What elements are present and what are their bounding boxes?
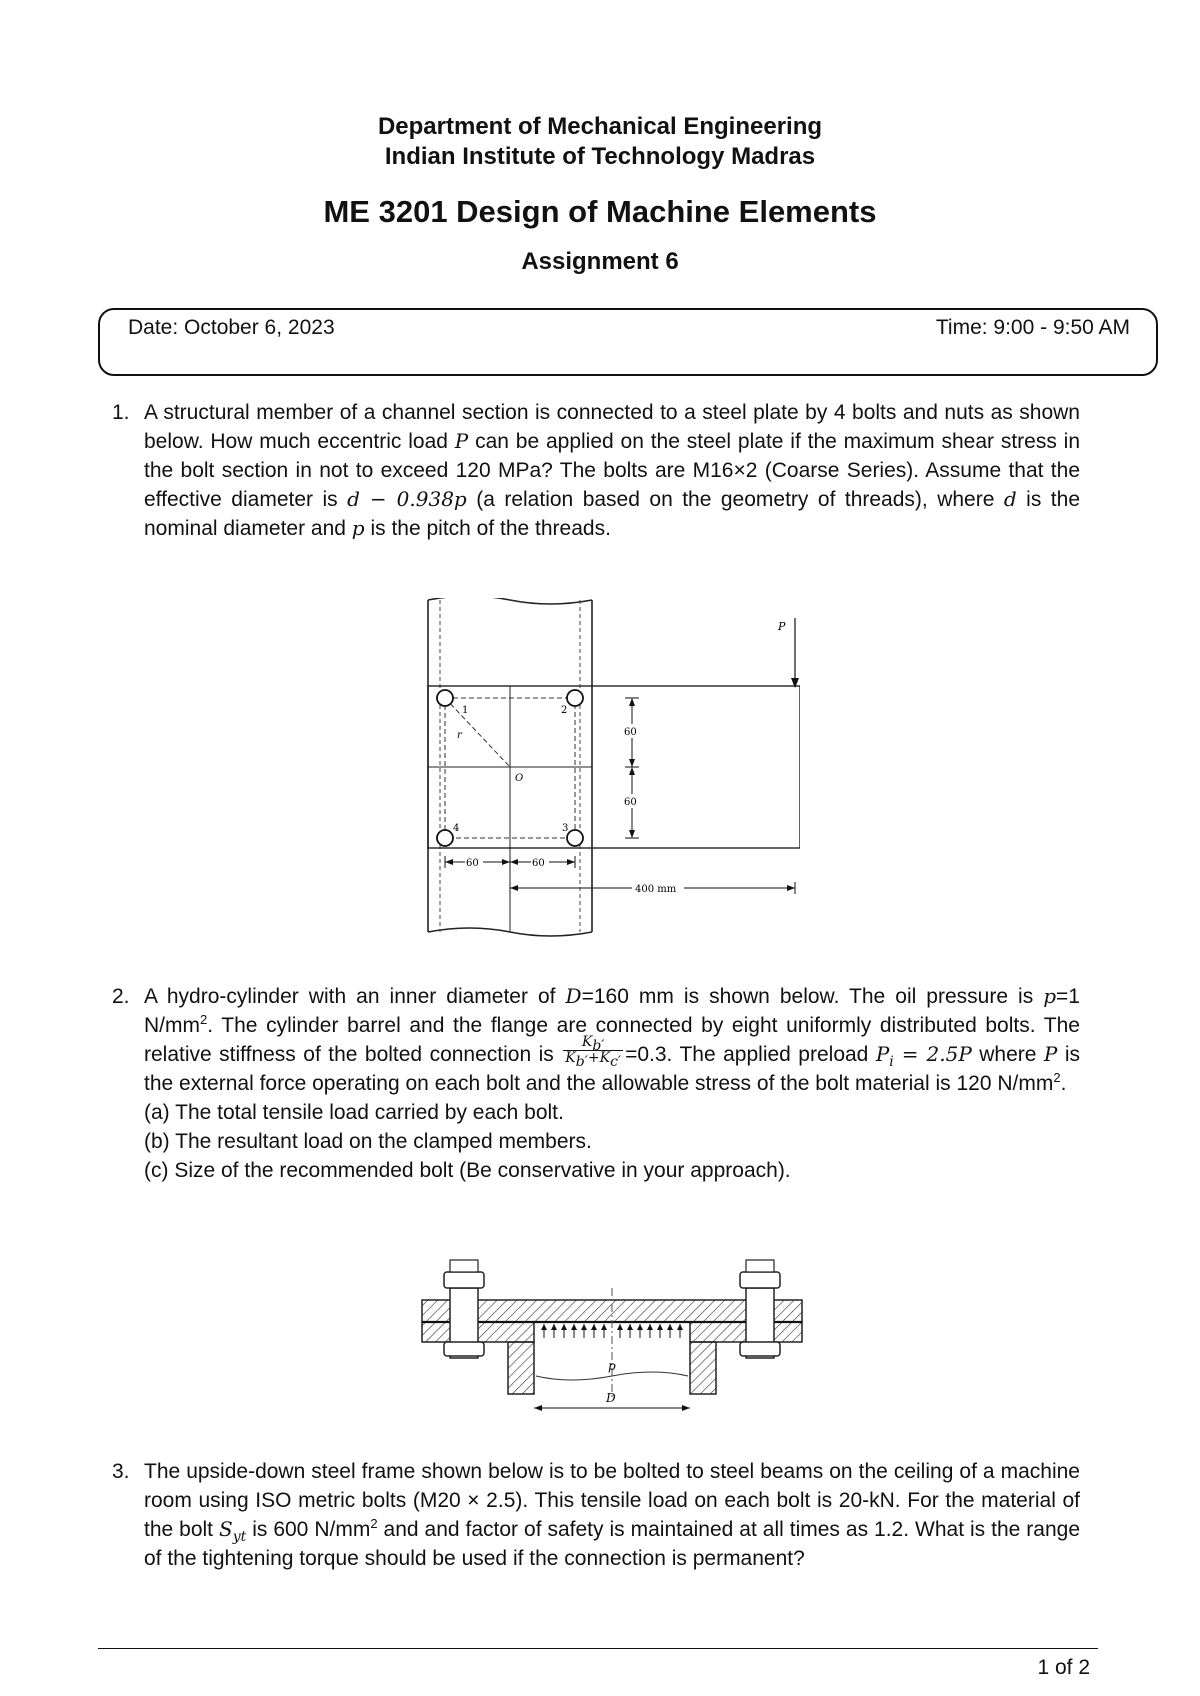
dimension-arrow bbox=[510, 885, 518, 891]
text-run: where bbox=[971, 1043, 1044, 1066]
text-run: =160 mm is shown below. The oil pressure is bbox=[581, 985, 1044, 1008]
dimension-label: 60 bbox=[532, 858, 545, 869]
math-symbol: S bbox=[218, 1517, 233, 1541]
bolt-3 bbox=[567, 830, 583, 846]
dimension-arrow bbox=[629, 830, 635, 838]
left-nut bbox=[444, 1272, 484, 1288]
footer-rule bbox=[98, 1648, 1098, 1649]
math-symbol: d bbox=[1003, 487, 1017, 511]
load-label: P bbox=[778, 620, 786, 633]
dimension-arrow bbox=[510, 859, 518, 865]
text-run: is the pitch of the threads. bbox=[364, 517, 611, 540]
math-symbol: P bbox=[1043, 1042, 1058, 1066]
bolt-4 bbox=[437, 830, 453, 846]
fraction-denominator bbox=[563, 1049, 623, 1070]
subscript: b′ bbox=[575, 1053, 588, 1070]
left-bolt-tip bbox=[450, 1260, 478, 1272]
text-run: and and factor of safety is maintained at all times as 1.2. What is the range of the tightening torque should be used if the connection is permanent? bbox=[144, 1518, 1080, 1570]
dimension-arrow bbox=[682, 1405, 690, 1411]
text-run: (a relation based on the geometry of threads), where bbox=[466, 488, 1004, 511]
right-nut bbox=[740, 1272, 780, 1288]
institute-name: Indian Institute of Technology Madras bbox=[384, 143, 816, 170]
math-symbol: p bbox=[1043, 984, 1057, 1008]
math-symbol: P bbox=[875, 1042, 890, 1066]
math-symbol: D bbox=[565, 984, 582, 1008]
question-part-b: (b) The resultant load on the clamped members. bbox=[144, 1130, 592, 1153]
bolt-label: 2 bbox=[561, 705, 568, 716]
question-3 bbox=[112, 1457, 1080, 1573]
center-label: O bbox=[515, 773, 524, 784]
question-text bbox=[144, 1457, 1080, 1573]
text-run: . bbox=[1060, 1072, 1067, 1095]
time-text: Time: 9:00 - 9:50 AM bbox=[935, 316, 1130, 339]
bolt-label: 4 bbox=[453, 823, 460, 834]
dimension-arrow bbox=[567, 859, 575, 865]
math-symbol: K bbox=[565, 1049, 576, 1066]
page-number: 1 of 2 bbox=[1037, 1656, 1090, 1679]
text-run: =1 N/mm bbox=[144, 985, 1080, 1037]
bolt-group-figure bbox=[420, 598, 800, 938]
date-time-box bbox=[98, 308, 1158, 376]
text-run: is the external force operating on each bolt and the allowable stress of the bolt material is 120 N/mm bbox=[144, 1043, 1081, 1095]
dimension-label: 60 bbox=[624, 797, 637, 808]
superscript: 2 bbox=[370, 1516, 378, 1531]
bolt-label: 3 bbox=[562, 823, 569, 834]
dimension-label: 60 bbox=[466, 858, 479, 869]
text-run: . The cylinder barrel and the flange are connected by eight uniformly distributed bolts. The relative stiffness of the bolted connection is bbox=[144, 1014, 1080, 1066]
subscript: i bbox=[889, 1054, 894, 1071]
fraction-numerator bbox=[563, 1033, 623, 1054]
superscript: 2 bbox=[200, 1012, 208, 1027]
question-part-a: (a) The total tensile load carried by each bolt. bbox=[144, 1101, 564, 1124]
bolt-label: 1 bbox=[462, 705, 469, 716]
math-expression: d − 0.938p bbox=[347, 487, 467, 511]
department-name: Department of Mechanical Engineering bbox=[377, 113, 823, 140]
dimension-arrow bbox=[629, 759, 635, 767]
math-expression: = 2.5 bbox=[893, 1042, 959, 1066]
date-text: Date: October 6, 2023 bbox=[128, 316, 335, 339]
question-1 bbox=[112, 398, 1080, 543]
dimension-arrow bbox=[502, 859, 510, 865]
question-text bbox=[144, 982, 1080, 1098]
stiffness-fraction bbox=[563, 1033, 623, 1070]
math-symbol: p bbox=[351, 516, 365, 540]
assignment-title: Assignment 6 bbox=[521, 248, 679, 275]
bolt-1 bbox=[437, 690, 453, 706]
text-run: A structural member of a channel section is connected to a steel plate by 4 bolts and nuts as shown below. How much eccentric load bbox=[144, 401, 1080, 453]
pressure-label: p bbox=[608, 1359, 616, 1373]
dimension-label: 400 mm bbox=[635, 884, 677, 895]
course-title: ME 3201 Design of Machine Elements bbox=[323, 194, 877, 229]
superscript: 2 bbox=[1053, 1070, 1061, 1085]
document-header bbox=[0, 112, 1200, 276]
subscript: yt bbox=[232, 1529, 247, 1546]
right-bolt-tip bbox=[746, 1260, 774, 1272]
question-number: 1. bbox=[112, 401, 130, 424]
left-bolt-head bbox=[444, 1342, 484, 1356]
text-run: =0.3. The applied preload bbox=[625, 1043, 876, 1066]
dimension-arrow bbox=[445, 859, 453, 865]
radius-line bbox=[445, 698, 510, 767]
math-symbol: K bbox=[581, 1033, 593, 1050]
subscript: b′ bbox=[592, 1037, 605, 1054]
text-run: is the nominal diameter and bbox=[144, 488, 1081, 540]
radius-label: r bbox=[457, 730, 462, 741]
math-symbol: +K bbox=[587, 1049, 611, 1066]
math-symbol: P bbox=[958, 1042, 972, 1066]
question-number: 2. bbox=[112, 985, 130, 1008]
dimension-label: 60 bbox=[624, 727, 637, 738]
question-text bbox=[144, 398, 1080, 543]
math-symbol: P bbox=[454, 429, 469, 453]
channel-top-break bbox=[428, 598, 592, 604]
text-run: The upside-down steel frame shown below is to be bolted to steel beams on the ceiling of a machine room using ISO metric bolts (M20 × 2.5). This tensile load on each bolt is 20-kN. For the material of the bolt bbox=[144, 1460, 1080, 1541]
text-run: can be applied on the steel plate if the maximum shear stress in the bolt section in not to exceed 120 MPa? The bolts are M16×2 (Coarse Series). Assume that the effective diameter is bbox=[144, 430, 1081, 511]
dimension-arrow bbox=[629, 698, 635, 706]
subscript: c′ bbox=[610, 1053, 622, 1070]
question-2 bbox=[112, 982, 1080, 1185]
question-part-c: (c) Size of the recommended bolt (Be conservative in your approach). bbox=[144, 1159, 791, 1182]
barrel-wall-left bbox=[508, 1342, 534, 1394]
hydro-cylinder-figure bbox=[420, 1258, 804, 1418]
text-run: is 600 N/mm bbox=[246, 1518, 371, 1541]
diameter-label: D bbox=[606, 1391, 616, 1405]
dimension-arrow bbox=[629, 767, 635, 775]
dimension-arrow bbox=[787, 885, 795, 891]
right-bolt-head bbox=[740, 1342, 780, 1356]
question-number: 3. bbox=[112, 1460, 130, 1483]
barrel-wall-right bbox=[690, 1342, 716, 1394]
dimension-arrow bbox=[534, 1405, 542, 1411]
bolt-2 bbox=[567, 690, 583, 706]
text-run: A hydro-cylinder with an inner diameter of bbox=[144, 985, 566, 1008]
